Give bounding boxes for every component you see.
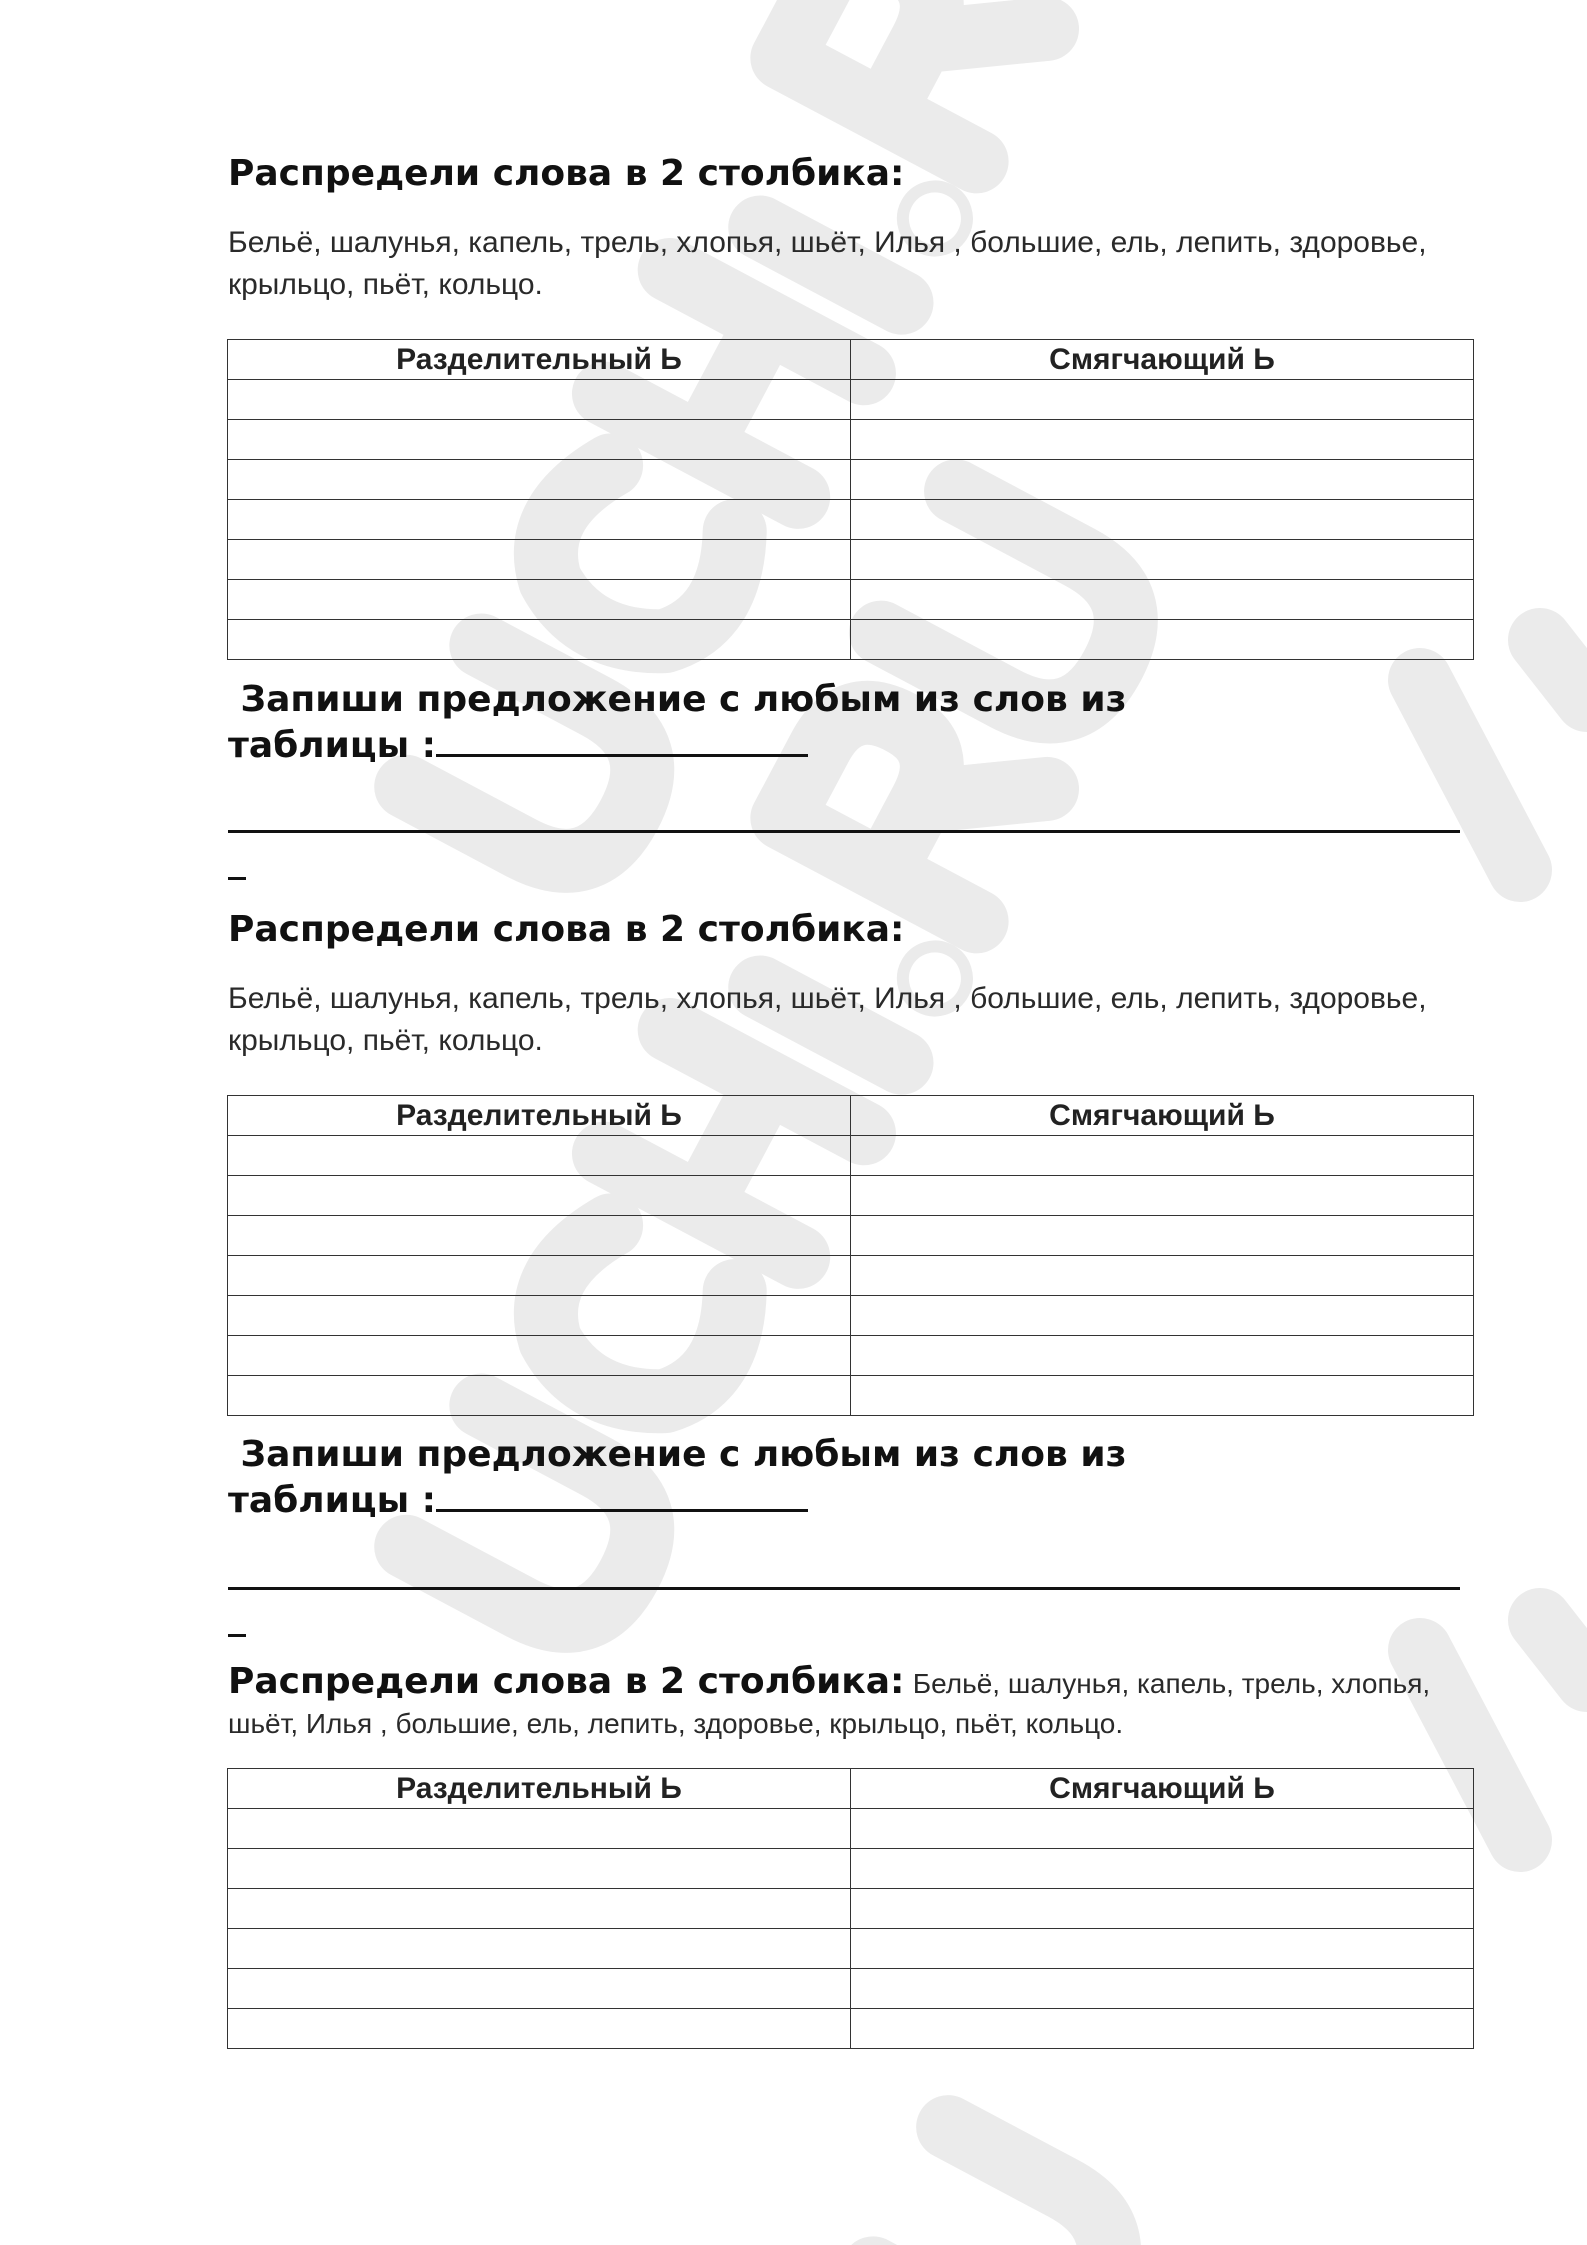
table-row [228, 1136, 1474, 1176]
answer-cell[interactable] [851, 1216, 1474, 1256]
table-row [228, 1849, 1474, 1889]
task-heading-3: Распредели слова в 2 столбика: [228, 1661, 905, 1702]
answer-cell[interactable] [228, 1296, 851, 1336]
prompt-text-line-2: таблицы : [228, 725, 437, 766]
answer-cell[interactable] [228, 2009, 851, 2049]
answer-cell[interactable] [228, 420, 851, 460]
table-row [228, 1176, 1474, 1216]
table-row [228, 1929, 1474, 1969]
answer-cell[interactable] [228, 500, 851, 540]
task-heading-2: Распредели слова в 2 столбика: [228, 909, 905, 950]
word-list-2: Бельё, шалунья, капель, трель, хлопья, шьёт, Илья , большие, ель, лепить, здоровье, крыльцо, пьёт, кольцо. [228, 982, 1427, 1057]
table-row [228, 420, 1474, 460]
answer-cell[interactable] [228, 1216, 851, 1256]
table-row [228, 500, 1474, 540]
answer-cell[interactable] [851, 500, 1474, 540]
answer-cell[interactable] [228, 580, 851, 620]
column-header-separating: Разделительный Ь [228, 1096, 851, 1136]
answer-line-dash [228, 1634, 246, 1637]
answer-cell[interactable] [851, 1969, 1474, 2009]
answer-cell[interactable] [228, 1849, 851, 1889]
answer-cell[interactable] [228, 1336, 851, 1376]
answer-cell[interactable] [851, 1849, 1474, 1889]
column-header-separating: Разделительный Ь [228, 340, 851, 380]
table-row [228, 1376, 1474, 1416]
answer-cell[interactable] [851, 420, 1474, 460]
prompt-text-line-2: таблицы : [228, 1480, 437, 1521]
answer-cell[interactable] [851, 1809, 1474, 1849]
sort-table-3 [227, 1768, 1474, 2049]
sentence-prompt-2 [228, 1432, 1478, 1524]
answer-cell[interactable] [228, 540, 851, 580]
answer-line-dash [228, 877, 246, 880]
answer-cell[interactable] [851, 380, 1474, 420]
prompt-text-line-1: Запиши предложение с любым из слов из [240, 679, 1127, 720]
answer-cell[interactable] [851, 1136, 1474, 1176]
answer-cell[interactable] [228, 1969, 851, 2009]
table-row [228, 380, 1474, 420]
column-header-softening: Смягчающий Ь [851, 1096, 1474, 1136]
answer-cell[interactable] [851, 460, 1474, 500]
table-row [228, 540, 1474, 580]
table-row [228, 1889, 1474, 1929]
answer-cell[interactable] [851, 1256, 1474, 1296]
answer-cell[interactable] [228, 620, 851, 660]
answer-line[interactable] [228, 830, 1460, 833]
answer-cell[interactable] [228, 460, 851, 500]
column-header-softening: Смягчающий Ь [851, 1769, 1474, 1809]
answer-cell[interactable] [228, 1809, 851, 1849]
table-row [228, 580, 1474, 620]
answer-cell[interactable] [228, 1256, 851, 1296]
answer-cell[interactable] [228, 380, 851, 420]
answer-cell[interactable] [228, 1136, 851, 1176]
table-row [228, 1336, 1474, 1376]
table-row [228, 1296, 1474, 1336]
answer-line[interactable] [228, 1587, 1460, 1590]
answer-cell[interactable] [851, 580, 1474, 620]
answer-cell[interactable] [228, 1176, 851, 1216]
prompt-text-line-1: Запиши предложение с любым из слов из [240, 1434, 1127, 1475]
answer-cell[interactable] [851, 1929, 1474, 1969]
task-block-3-intro [228, 1662, 1478, 1744]
task-heading-1: Распредели слова в 2 столбика: [228, 153, 905, 194]
column-header-softening: Смягчающий Ь [851, 340, 1474, 380]
answer-cell[interactable] [851, 1889, 1474, 1929]
answer-cell[interactable] [851, 1336, 1474, 1376]
answer-cell[interactable] [851, 1176, 1474, 1216]
sentence-prompt-1 [228, 677, 1478, 769]
answer-cell[interactable] [851, 2009, 1474, 2049]
word-list-1: Бельё, шалунья, капель, трель, хлопья, шьёт, Илья , большие, ель, лепить, здоровье, крыльцо, пьёт, кольцо. [228, 226, 1427, 301]
answer-blank[interactable] [436, 724, 808, 757]
table-row [228, 460, 1474, 500]
sort-table-1 [227, 339, 1474, 660]
table-row [228, 1969, 1474, 2009]
table-row [228, 1216, 1474, 1256]
word-list-3: Бельё, шалунья, капель, трель, хлопья, шьёт, Илья , большие, ель, лепить, здоровье, крыльцо, пьёт, кольцо. [228, 1668, 1431, 1739]
answer-cell[interactable] [851, 540, 1474, 580]
answer-cell[interactable] [851, 620, 1474, 660]
table-row [228, 1809, 1474, 1849]
answer-cell[interactable] [851, 1296, 1474, 1336]
table-row [228, 1256, 1474, 1296]
answer-cell[interactable] [228, 1376, 851, 1416]
sort-table-2 [227, 1095, 1474, 1416]
column-header-separating: Разделительный Ь [228, 1769, 851, 1809]
table-row [228, 620, 1474, 660]
answer-cell[interactable] [228, 1929, 851, 1969]
answer-blank[interactable] [436, 1479, 808, 1512]
answer-cell[interactable] [228, 1889, 851, 1929]
answer-cell[interactable] [851, 1376, 1474, 1416]
table-row [228, 2009, 1474, 2049]
